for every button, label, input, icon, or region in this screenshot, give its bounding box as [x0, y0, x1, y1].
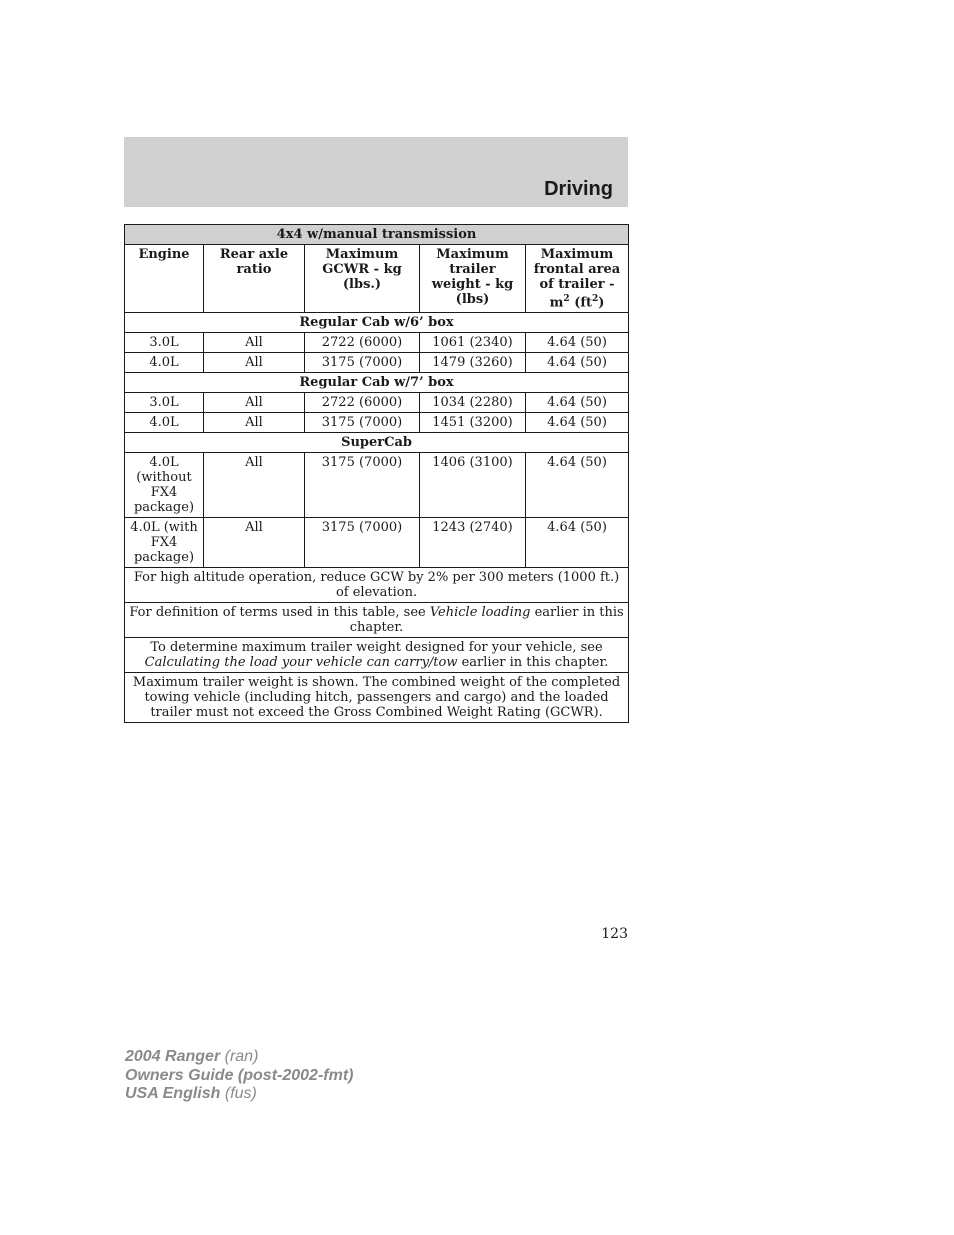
- cell-engine: 4.0L (without FX4 package): [125, 453, 204, 518]
- cell-gcwr: 3175 (7000): [305, 413, 420, 433]
- table-row: [125, 333, 629, 353]
- note-determine-weight: To determine maximum trailer weight designed for your vehicle, see Calculating the load your vehicle can carry/tow earlier in this chapter.: [125, 638, 629, 673]
- footer-line-language: USA English (fus): [125, 1085, 257, 1102]
- note-row: [125, 638, 629, 673]
- note-row: [125, 568, 629, 603]
- link-vehicle-loading: Vehicle loading: [429, 605, 531, 621]
- table-title: 4x4 w/manual transmission: [125, 225, 629, 245]
- cell-trailer-weight: 1479 (3260): [420, 353, 526, 373]
- group-header-row: [125, 313, 629, 333]
- cell-trailer-weight: 1451 (3200): [420, 413, 526, 433]
- cell-trailer-weight: 1034 (2280): [420, 393, 526, 413]
- column-header-axle-ratio: Rear axle ratio: [204, 245, 305, 313]
- table-title-row: [125, 225, 629, 245]
- cell-trailer-weight: 1243 (2740): [420, 518, 526, 568]
- column-header-gcwr: Maximum GCWR - kg (lbs.): [305, 245, 420, 313]
- towing-spec-table: [124, 224, 629, 723]
- cell-engine: 4.0L: [125, 353, 204, 373]
- cell-gcwr: 3175 (7000): [305, 453, 420, 518]
- cell-frontal-area: 4.64 (50): [526, 393, 629, 413]
- table-row: [125, 393, 629, 413]
- note-row: [125, 603, 629, 638]
- page-number: 123: [601, 926, 628, 942]
- cell-trailer-weight: 1061 (2340): [420, 333, 526, 353]
- table-header-row: [125, 245, 629, 313]
- cell-frontal-area: 4.64 (50): [526, 453, 629, 518]
- table-row: [125, 413, 629, 433]
- cell-frontal-area: 4.64 (50): [526, 333, 629, 353]
- cell-engine: 4.0L (with FX4 package): [125, 518, 204, 568]
- table-row: [125, 353, 629, 373]
- table-row: [125, 453, 629, 518]
- cell-axle-ratio: All: [204, 413, 305, 433]
- table-row: [125, 518, 629, 568]
- section-title: Driving: [544, 178, 613, 200]
- link-calculating-load: Calculating the load your vehicle can carry/tow: [144, 655, 458, 671]
- cell-engine: 3.0L: [125, 393, 204, 413]
- cell-frontal-area: 4.64 (50): [526, 413, 629, 433]
- cell-engine: 3.0L: [125, 333, 204, 353]
- footer-line-guide: Owners Guide (post-2002-fmt): [125, 1066, 354, 1084]
- cell-engine: 4.0L: [125, 413, 204, 433]
- cell-gcwr: 3175 (7000): [305, 353, 420, 373]
- cell-axle-ratio: All: [204, 353, 305, 373]
- cell-trailer-weight: 1406 (3100): [420, 453, 526, 518]
- cell-gcwr: 2722 (6000): [305, 393, 420, 413]
- cell-axle-ratio: All: [204, 333, 305, 353]
- group-header: Regular Cab w/6’ box: [125, 313, 629, 333]
- note-definitions: For definition of terms used in this table, see Vehicle loading earlier in this chapter.: [125, 603, 629, 638]
- column-header-trailer-weight: Maximum trailer weight - kg (lbs): [420, 245, 526, 313]
- group-header-row: [125, 373, 629, 393]
- cell-axle-ratio: All: [204, 518, 305, 568]
- note-combined-weight: Maximum trailer weight is shown. The combined weight of the completed towing vehicle (including hitch, passengers and cargo) and the loaded trailer must not exceed the Gross Combined Weight Rating (GCWR).: [125, 673, 629, 723]
- cell-frontal-area: 4.64 (50): [526, 353, 629, 373]
- note-high-altitude: For high altitude operation, reduce GCW by 2% per 300 meters (1000 ft.) of elevation.: [125, 568, 629, 603]
- cell-gcwr: 2722 (6000): [305, 333, 420, 353]
- group-header-row: [125, 433, 629, 453]
- group-header: Regular Cab w/7’ box: [125, 373, 629, 393]
- column-header-engine: Engine: [125, 245, 204, 313]
- document-footer: [125, 1048, 353, 1104]
- cell-frontal-area: 4.64 (50): [526, 518, 629, 568]
- column-header-frontal-area: Maximum frontal area of trailer - $m^2$ $(ft^2)$: [526, 245, 629, 313]
- cell-gcwr: 3175 (7000): [305, 518, 420, 568]
- cell-axle-ratio: All: [204, 453, 305, 518]
- footer-line-model: 2004 Ranger (ran): [125, 1048, 259, 1065]
- note-row: [125, 673, 629, 723]
- group-header: SuperCab: [125, 433, 629, 453]
- section-header-band: [124, 137, 628, 207]
- cell-axle-ratio: All: [204, 393, 305, 413]
